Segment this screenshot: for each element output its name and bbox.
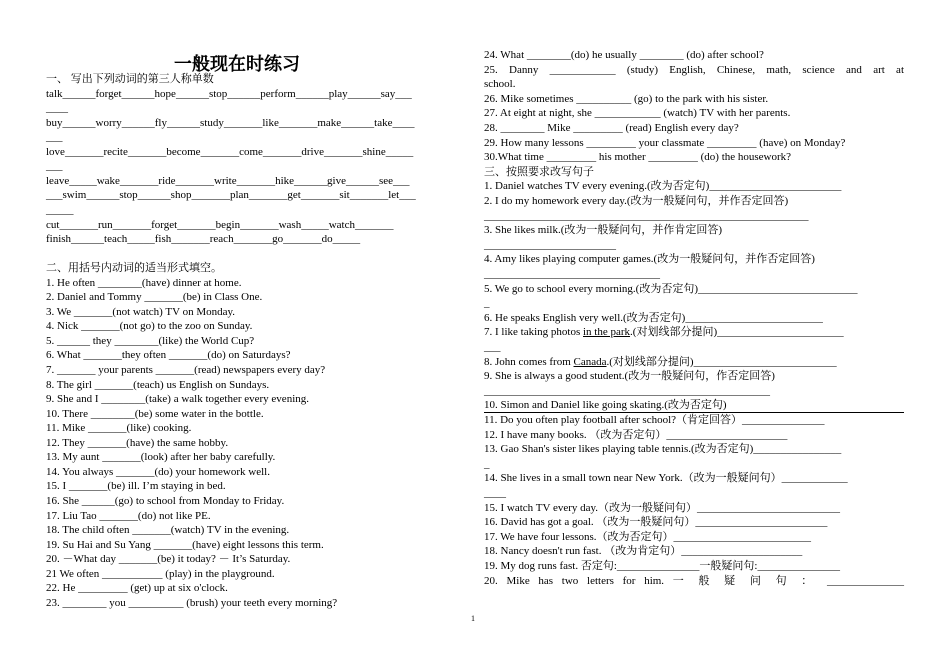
underlined-phrase: in the park <box>583 326 631 339</box>
worksheet-line: 15. I _______(be) ill. I’m staying in bed. <box>46 480 226 493</box>
worksheet-line: 19. My dog runs fast. 否定句:_______________一般疑问句:_______________ <box>484 560 840 572</box>
worksheet-line: buy______worry______fly______study_______like_______make______take____ <box>46 116 415 129</box>
worksheet-line: 2. I do my homework every day.(改为一般疑问句，并作否定回答) <box>484 195 789 207</box>
worksheet-line: 13. Gao Shan's sister likes playing table tennis.(改为否定句)________________ <box>484 443 842 456</box>
worksheet-line: ___ <box>46 131 63 144</box>
worksheet-line: cut_______run_______forget_______begin_______wash_____watch_______ <box>46 218 394 231</box>
worksheet-line: 4. Nick _______(not go) to the zoo on Sunday. <box>46 320 253 333</box>
worksheet-line: 12. I have many books. （改为否定句）______________________ <box>484 428 788 441</box>
worksheet-line: 11. Mike _______(like) cooking. <box>46 422 192 435</box>
worksheet-line: leave_____wake_______ride_______write_______hike______give______see___ <box>46 174 410 187</box>
page-number: 1 <box>471 614 475 623</box>
worksheet-line: school. <box>484 78 516 91</box>
worksheet-line: ________________________________ <box>484 268 660 280</box>
worksheet-line: 20. －What day _______(be) it today? － It’s Saturday. <box>46 553 291 566</box>
worksheet-line: _ <box>484 457 490 470</box>
worksheet-line: 18. The child often _______(watch) TV in the evening. <box>46 524 290 537</box>
worksheet-line: 27. At eight at night, she ____________ (watch) TV with her parents. <box>484 107 791 120</box>
worksheet-line: 16. David has got a goal. （改为一般疑问句）________________________ <box>484 516 828 529</box>
worksheet-line: 25. Danny ____________ (study) English, Chinese, math, science and art at <box>484 63 904 76</box>
worksheet-line: 12. They _______(have) the same hobby. <box>46 436 229 449</box>
item-text: 8. John comes from <box>484 355 574 368</box>
worksheet-line: 14. You always _______(do) your homework well. <box>46 465 270 478</box>
worksheet-line: 20. Mike has two letters for him. 一 般 疑 问 句 ： ______________ <box>484 574 904 587</box>
worksheet-line: 16. She ______(go) to school from Monday to Friday. <box>46 494 285 507</box>
worksheet-line: 9. She and I ________(take) a walk together every evening. <box>46 393 309 406</box>
worksheet-line: ____________________________________________________ <box>484 384 770 397</box>
worksheet-line: ________________________ <box>484 238 616 251</box>
worksheet-line: 9. She is always a good student.(改为一般疑问句，作否定回答) <box>484 370 775 383</box>
section-2-heading: 二、用括号内动词的适当形式填空。 <box>46 262 222 275</box>
worksheet-line: 6. What _______they often _______(do) on Saturdays? <box>46 349 291 362</box>
worksheet-line: 24. What ________(do) he usually ________ (do) after school? <box>484 49 764 61</box>
worksheet-line: 8. The girl _______(teach) us English on Sundays. <box>46 378 270 391</box>
worksheet-line: 28. ________ Mike _________ (read) English every day? <box>484 122 739 134</box>
rewrite-item-7 <box>484 325 904 340</box>
worksheet-line: ____ <box>46 102 68 115</box>
worksheet-line: 19. Su Hai and Su Yang _______(have) eight lessons this term. <box>46 538 324 551</box>
worksheet-line: 3. She likes milk.(改为一般疑问句，并作肯定回答) <box>484 224 723 237</box>
worksheet-line: 13. My aunt _______(look) after her baby carefully. <box>46 451 276 464</box>
worksheet-line: 7. _______ your parents _______(read) newspapers every day? <box>46 364 326 376</box>
section-1-heading: 一、 写出下列动词的第三人称单数 <box>46 73 214 85</box>
worksheet-line: _____ <box>46 203 74 216</box>
worksheet-line: finish______teach_____fish_______reach_______go_______do_____ <box>46 233 361 246</box>
worksheet-line: 4. Amy likes playing computer games.(改为一般疑问句，并作否定回答) <box>484 253 815 266</box>
rewrite-item-8 <box>484 355 904 370</box>
worksheet-line: _ <box>484 297 490 310</box>
worksheet-line: 2. Daniel and Tommy _______(be) in Class One. <box>46 291 263 304</box>
worksheet-line: love_______recite_______become_______come_______drive_______shine_____ <box>46 145 414 158</box>
worksheet-title: 一般现在时练习 <box>174 54 300 75</box>
worksheet-line: 5. ______ they ________(like) the World Cup? <box>46 334 255 347</box>
worksheet-line: 11. Do you often play football after school?（肯定回答）_______________ <box>484 414 825 426</box>
worksheet-line: 10. Simon and Daniel like going skating.(改为否定句) <box>484 399 727 412</box>
worksheet-line: talk______forget______hope______stop______perform______play______say___ <box>46 87 412 100</box>
worksheet-line: 1. He often ________(have) dinner at home. <box>46 276 242 289</box>
worksheet-line: 3. We _______(not watch) TV on Monday. <box>46 305 236 318</box>
worksheet-line: 29. How many lessons _________ your classmate _________ (have) on Monday? <box>484 136 846 149</box>
worksheet-line: 26. Mike sometimes __________ (go) to the park with his sister. <box>484 92 769 105</box>
worksheet-line: 15. I watch TV every day.（改为一般疑问句）__________________________ <box>484 501 841 514</box>
worksheet-line: 30.What time _________ his mother _________ (do) the housework? <box>484 151 792 164</box>
worksheet-line: 6. He speaks English very well.(改为否定句)_________________________ <box>484 311 823 324</box>
underlined-phrase: Canada <box>573 355 607 368</box>
worksheet-line: 14. She lives in a small town near New York.（改为一般疑问句）____________ <box>484 472 848 485</box>
worksheet-line: 22. He _________ (get) up at six o'clock. <box>46 582 228 595</box>
worksheet-line: ___swim______stop______shop_______plan_______get_______sit_______let___ <box>46 189 416 202</box>
worksheet-line: 17. Liu Tao _______(do) not like PE. <box>46 509 211 522</box>
worksheet-line: 23. ________ you __________ (brush) your teeth every morning? <box>46 596 338 609</box>
worksheet-line: ____ <box>484 487 506 499</box>
item-text: .(对划线部分提问)_______________________ <box>630 326 844 339</box>
worksheet-line: 10. There ________(be) some water in the bottle. <box>46 407 264 420</box>
worksheet-line: 18. Nancy doesn't run fast. （改为肯定句）______________________ <box>484 545 803 558</box>
item-text: .(对划线部分提问)__________________________ <box>606 355 837 368</box>
worksheet-line: ___ <box>46 160 63 173</box>
section-3-heading: 三、按照要求改写句子 <box>484 165 594 178</box>
worksheet-line: 1. Daniel watches TV every evening.(改为否定句)________________________ <box>484 180 842 193</box>
worksheet-line: ___________________________________________________________ <box>484 209 809 222</box>
worksheet-line: 17. We have four lessons.（改为否定句）_________________________ <box>484 530 812 543</box>
worksheet-line: ___ <box>484 341 501 353</box>
item-text: 7. I like taking photos <box>484 326 583 339</box>
worksheet-line: 5. We go to school every morning.(改为否定句)_____________________________ <box>484 282 858 295</box>
worksheet-line: 21 We often ___________ (play) in the playground. <box>46 567 275 580</box>
